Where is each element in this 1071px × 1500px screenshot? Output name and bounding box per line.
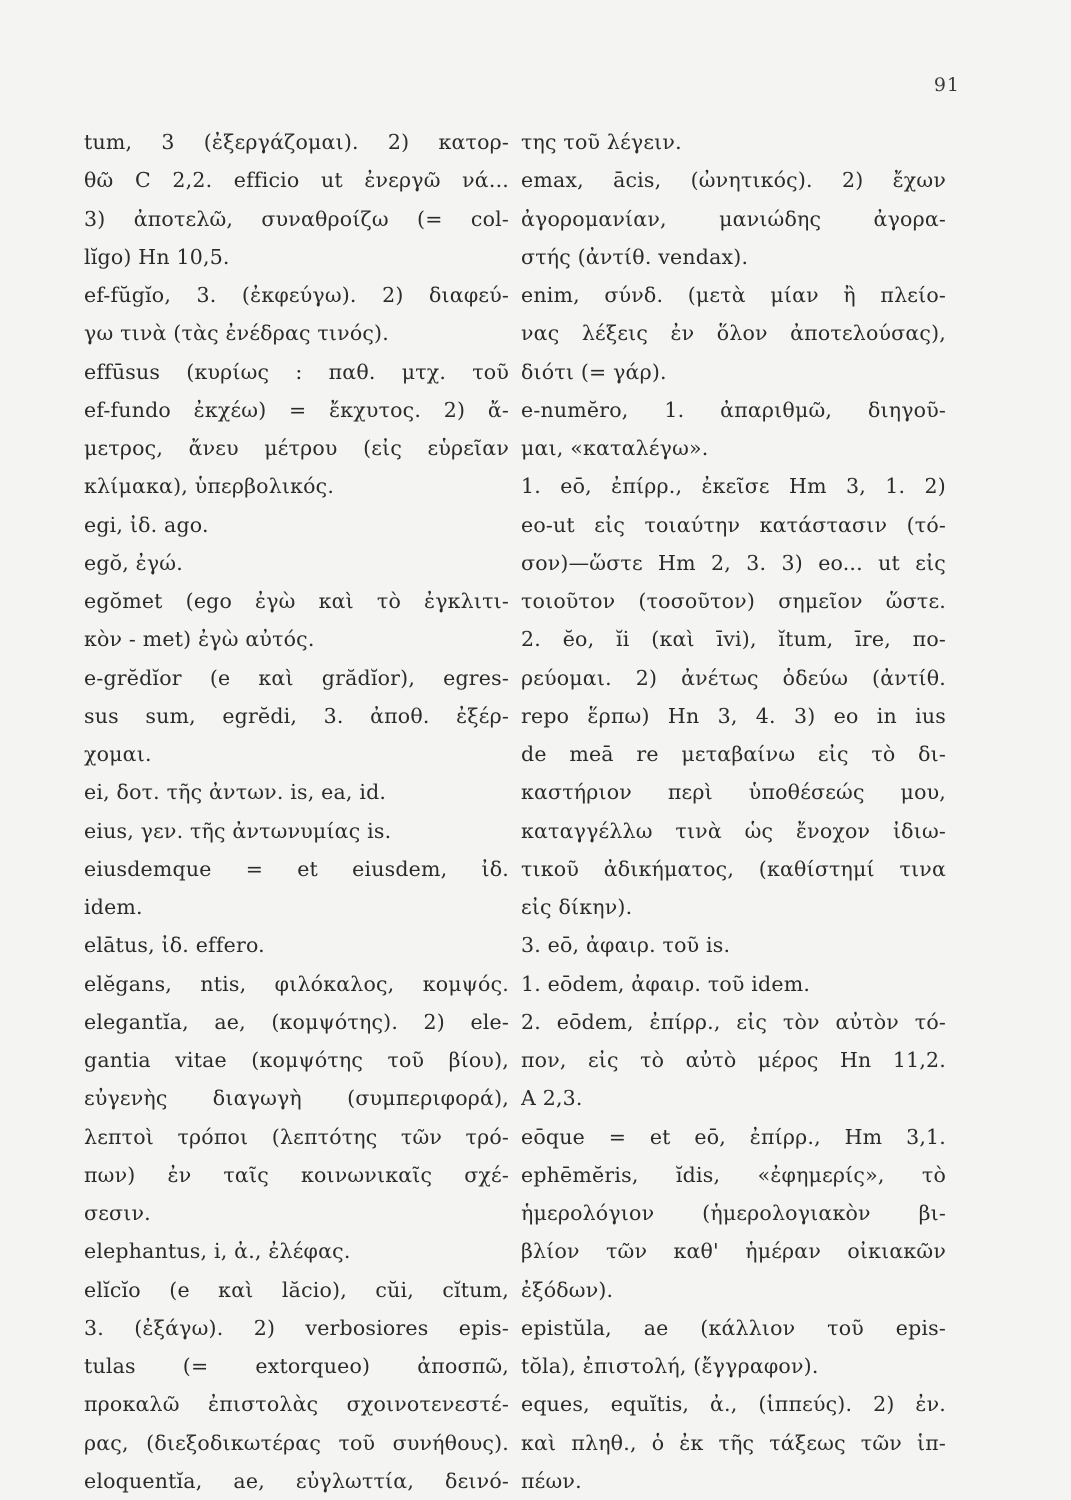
text-line: epistŭla, ae (κάλλιον τοῦ epis- bbox=[521, 1315, 946, 1340]
text-line: πων) ἐν ταῖς κοινωνικαῖς σχέ- bbox=[84, 1162, 509, 1187]
text-line: καταγγέλλω τινὰ ὡς ἔνοχον ἰδιω- bbox=[521, 818, 946, 843]
text-line: elātus, ἰδ. effero. bbox=[84, 933, 265, 958]
text-line: κλίμακα), ὑπερβολικός. bbox=[84, 474, 335, 499]
text-line: ἀγορομανίαν, μανιώδης ἀγορα- bbox=[521, 206, 946, 231]
text-line: θῶ C 2,2. efficio ut ἐνεργῶ νά... bbox=[84, 168, 509, 193]
text-line: προκαλῶ ἐπιστολὰς σχοινοτενεστέ- bbox=[84, 1392, 509, 1417]
text-line: πέων. bbox=[521, 1468, 582, 1493]
text-line: eius, γεν. τῆς ἀντωνυμίας is. bbox=[84, 818, 392, 843]
text-line: tulas (= extorqueo) ἀποσπῶ, bbox=[84, 1354, 509, 1378]
text-line: καστήριον περὶ ὑποθέσεώς μου, bbox=[521, 780, 946, 805]
text-line: 1. eōdem, ἀφαιρ. τοῦ idem. bbox=[521, 971, 811, 996]
left-column bbox=[84, 123, 509, 1500]
text-line: A 2,3. bbox=[521, 1086, 583, 1111]
text-line: χομαι. bbox=[84, 742, 152, 766]
text-line: διότι (= γάρ). bbox=[521, 359, 667, 384]
text-line: 3. eō, ἀφαιρ. τοῦ is. bbox=[521, 933, 731, 958]
text-line: lĭgo) Hn 10,5. bbox=[84, 244, 230, 269]
text-line: βλίον τῶν καθ' ἡμέραν οἰκιακῶν bbox=[521, 1239, 946, 1264]
text-line: εἰς δίκην). bbox=[521, 895, 633, 919]
text-line: e-grĕdĭor (e καὶ grădĭor), egres- bbox=[84, 665, 509, 690]
text-line: καὶ πληθ., ὁ ἐκ τῆς τάξεως τῶν ἱπ- bbox=[521, 1430, 946, 1455]
text-line: τικοῦ ἀδικήματος, (καθίστημί τινα bbox=[521, 856, 946, 881]
text-line: eōque = et eō, ἐπίρρ., Hm 3,1. bbox=[521, 1124, 946, 1149]
text-line: elegantĭa, ae, (κομψότης). 2) ele- bbox=[84, 1009, 509, 1034]
text-line: tŏla), ἐπιστολή, (ἔγγραφον). bbox=[521, 1354, 819, 1378]
text-line: eques, equĭtis, ἀ., (ἱππεύς). 2) ἐν. bbox=[521, 1392, 946, 1417]
text-line: egi, ἰδ. ago. bbox=[84, 512, 209, 537]
text-line: ephēmĕris, ĭdis, «ἐφημερίς», τὸ bbox=[521, 1162, 946, 1187]
text-line: της τοῦ λέγειν. bbox=[521, 130, 682, 154]
page-number: 91 bbox=[933, 74, 960, 96]
text-line: νας λέξεις ἐν ὅλον ἀποτελούσας), bbox=[521, 321, 946, 346]
text-line: ef-fŭgĭo, 3. (ἐκφεύγω). 2) διαφεύ- bbox=[84, 283, 509, 307]
text-line: σεσιν. bbox=[84, 1201, 151, 1225]
text-line: ei, δοτ. τῆς ἀντων. is, ea, id. bbox=[84, 780, 387, 805]
text-line: enim, σύνδ. (μετὰ μίαν ἢ πλείο- bbox=[521, 283, 946, 307]
text-line: τοιοῦτον (τοσοῦτον) σημεῖον ὥστε. bbox=[521, 589, 946, 613]
text-line: ρας, (διεξοδικωτέρας τοῦ συνήθους). bbox=[84, 1430, 509, 1455]
text-line: ἐξόδων). bbox=[521, 1277, 614, 1302]
text-line: sus sum, egrĕdi, 3. ἀποθ. ἐξέρ- bbox=[84, 703, 509, 728]
text-line: 2. eōdem, ἐπίρρ., εἰς τὸν αὐτὸν τό- bbox=[521, 1009, 946, 1034]
text-line: de meā re μεταβαίνω εἰς τὸ δι- bbox=[521, 742, 946, 766]
right-column bbox=[521, 123, 946, 1500]
text-line: πον, εἰς τὸ αὐτὸ μέρος Hn 11,2. bbox=[521, 1048, 946, 1072]
text-line: eloquentĭa, ae, εὐγλωττία, δεινό- bbox=[84, 1468, 509, 1493]
text-line: emax, ācis, (ὠνητικός). 2) ἔχων bbox=[521, 168, 946, 193]
text-line: elĭcĭo (e καὶ lăcio), cŭi, cĭtum, bbox=[84, 1277, 509, 1302]
text-line: κὸν - met) ἐγὼ αὐτός. bbox=[84, 627, 315, 652]
text-line: e-numĕro, 1. ἀπαριθμῶ, διηγοῦ- bbox=[521, 397, 946, 422]
text-line: στής (ἀντίθ. vendax). bbox=[521, 244, 749, 269]
text-line: egŏ, ἐγώ. bbox=[84, 550, 183, 575]
text-line: μαι, «καταλέγω». bbox=[521, 436, 709, 460]
text-line: μετρος, ἄνευ μέτρου (εἰς εὑρεῖαν bbox=[84, 436, 509, 460]
text-line: εὐγενὴς διαγωγὴ (συμπεριφορά), bbox=[84, 1086, 509, 1111]
text-line: effūsus (κυρίως : παθ. μτχ. τοῦ bbox=[84, 359, 509, 384]
text-line: eo-ut εἰς τοιαύτην κατάστασιν (τό- bbox=[521, 512, 946, 537]
text-line: repo ἕρπω) Hn 3, 4. 3) eo in ius bbox=[521, 703, 946, 728]
text-line: ef-fundo ἐκχέω) = ἔκχυτος. 2) ἄ- bbox=[84, 397, 509, 422]
text-line: idem. bbox=[84, 895, 143, 919]
text-line: eiusdemque = et eiusdem, ἰδ. bbox=[84, 856, 509, 881]
text-line: 1. eō, ἐπίρρ., ἐκεῖσε Hm 3, 1. 2) bbox=[521, 474, 946, 499]
text-line: 2. ĕo, ĭi (καὶ īvi), ĭtum, īre, πο- bbox=[521, 627, 946, 652]
text-line: elĕgans, ntis, φιλόκαλος, κομψός. bbox=[84, 971, 509, 996]
text-line: λεπτοὶ τρόποι (λεπτότης τῶν τρό- bbox=[84, 1124, 509, 1149]
text-line: 3. (ἐξάγω). 2) verbosiores epis- bbox=[84, 1315, 509, 1340]
text-line: elephantus, i, ἀ., ἐλέφας. bbox=[84, 1239, 351, 1264]
text-line: σον)—ὥστε Hm 2, 3. 3) eo... ut εἰς bbox=[521, 550, 946, 575]
text-line: ἡμερολόγιον (ἡμερολογιακὸν βι- bbox=[521, 1201, 946, 1225]
text-line: γω τινὰ (τὰς ἐνέδρας τινός). bbox=[84, 321, 389, 346]
text-line: egŏmet (ego ἐγὼ καὶ τὸ ἐγκλιτι- bbox=[84, 589, 509, 613]
text-line: ρεύομαι. 2) ἀνέτως ὁδεύω (ἀντίθ. bbox=[521, 665, 946, 690]
text-line: 3) ἀποτελῶ, συναθροίζω (= col- bbox=[84, 206, 509, 231]
text-line: tum, 3 (ἐξεργάζομαι). 2) κατορ- bbox=[84, 130, 509, 154]
text-line: gantia vitae (κομψότης τοῦ βίου), bbox=[84, 1048, 509, 1072]
